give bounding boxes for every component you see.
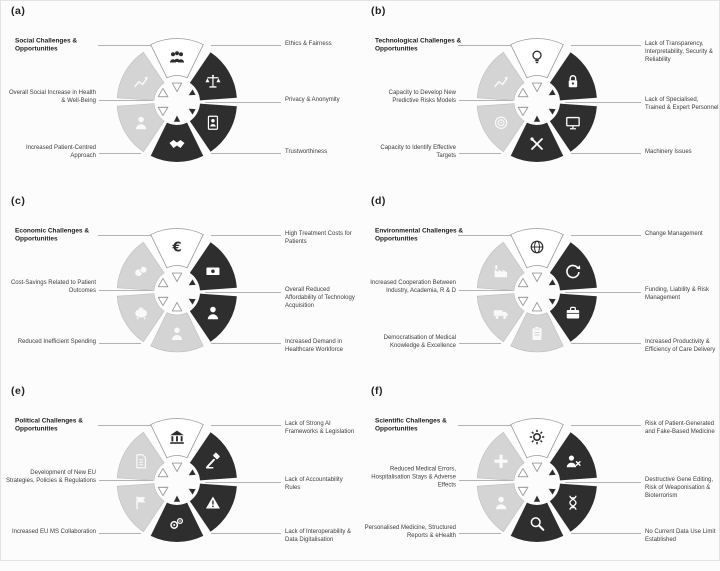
donut-chart-economic [111,226,243,358]
right-label: Ethics & Fairness [285,41,332,47]
left-label: Increased Cooperation Between Industry, Academia, R & D [370,280,456,294]
right-label: Lack of Strong AI Frameworks & Legislation [285,421,355,435]
right-label: No Current Data Use Limit Established [645,529,716,543]
panel-economic [1,191,361,381]
right-label: Lack of Transparency, Interpretability, Security & Reliability [645,41,713,63]
panel-letter: (d) [371,195,386,207]
right-label: Trustworthiness [285,149,328,155]
left-label: Overall Social Increase in Health & Well-Being [8,90,96,104]
panel-scientific [361,381,720,571]
panel-social [1,1,361,191]
left-label: Increased Patient-Centred Approach [25,145,96,159]
right-label: Overall Reduced Affordability of Technology Acquisition [285,287,355,309]
right-label: Lack of Accountability Rules [285,477,343,491]
right-label: Lack of Specialised, Trained & Expert Personnel [645,97,719,111]
donut-chart-environmental [471,226,603,358]
right-label: Funding, Liability & Risk Management [645,287,710,301]
svg-text:€: € [172,240,182,256]
panel-title: Environmental Challenges & Opportunities [375,227,464,243]
left-label: Capacity to Identify Effective Targets [380,145,456,159]
panel-political [1,381,361,571]
panel-letter: (c) [11,195,26,207]
right-label: Increased Productivity & Efficiency of Care Delivery [645,339,716,353]
left-label: Cost-Savings Related to Patient Outcomes [10,280,96,294]
panel-title: Scientific Challenges & Opportunities [375,417,447,433]
donut-chart-social [111,36,243,168]
right-label: Destructive Gene Editing, Risk of Weaponisation & Bioterrorism [645,477,714,499]
right-label: High Treatment Costs for Patients [285,231,352,245]
right-label: Privacy & Anonymity [285,97,340,103]
panel-letter: (b) [371,5,386,17]
donut-chart-scientific [471,416,603,548]
panel-title: Economic Challenges & Opportunities [15,227,90,243]
panel-letter: (f) [371,385,383,397]
donut-chart-technological [471,36,603,168]
left-label: Reduced Medical Errors, Hospitalisation Stays & Adverse Effects [371,466,456,488]
left-label: Reduced Inefficient Spending [17,339,96,346]
euro-icon [171,241,181,256]
clipboard-icon [533,327,542,340]
left-label: Capacity to Develop New Predictive Risks Models [388,90,456,104]
panel-title: Technological Challenges & Opportunities [375,37,462,53]
panel-technological [361,1,720,191]
panel-title: Political Challenges & Opportunities [15,417,83,433]
right-label: Change Management [645,231,703,237]
panel-environmental [361,191,720,381]
right-label: Lack of Interoperability & Data Digitalisation [285,529,352,543]
right-label: Increased Demand in Healthcare Workforce [285,339,343,353]
banknote-icon [206,267,219,275]
left-label: Development of New EU Strategies, Policies & Regulations [5,470,96,484]
left-label: Increased EU MS Collaboration [11,529,96,536]
panel-letter: (a) [11,5,26,17]
panel-title: Social Challenges & Opportunities [15,37,78,53]
panel-letter: (e) [11,385,26,397]
left-label: Personalised Medicine, Structured Reports & eHealth [364,525,456,539]
left-label: Democratisation of Medical Knowledge & Excellence [383,335,456,349]
donut-chart-political [111,416,243,548]
right-label: Machinery Issues [645,149,692,155]
right-label: Risk of Patient-Generated and Fake-Based Medicine [645,421,715,435]
